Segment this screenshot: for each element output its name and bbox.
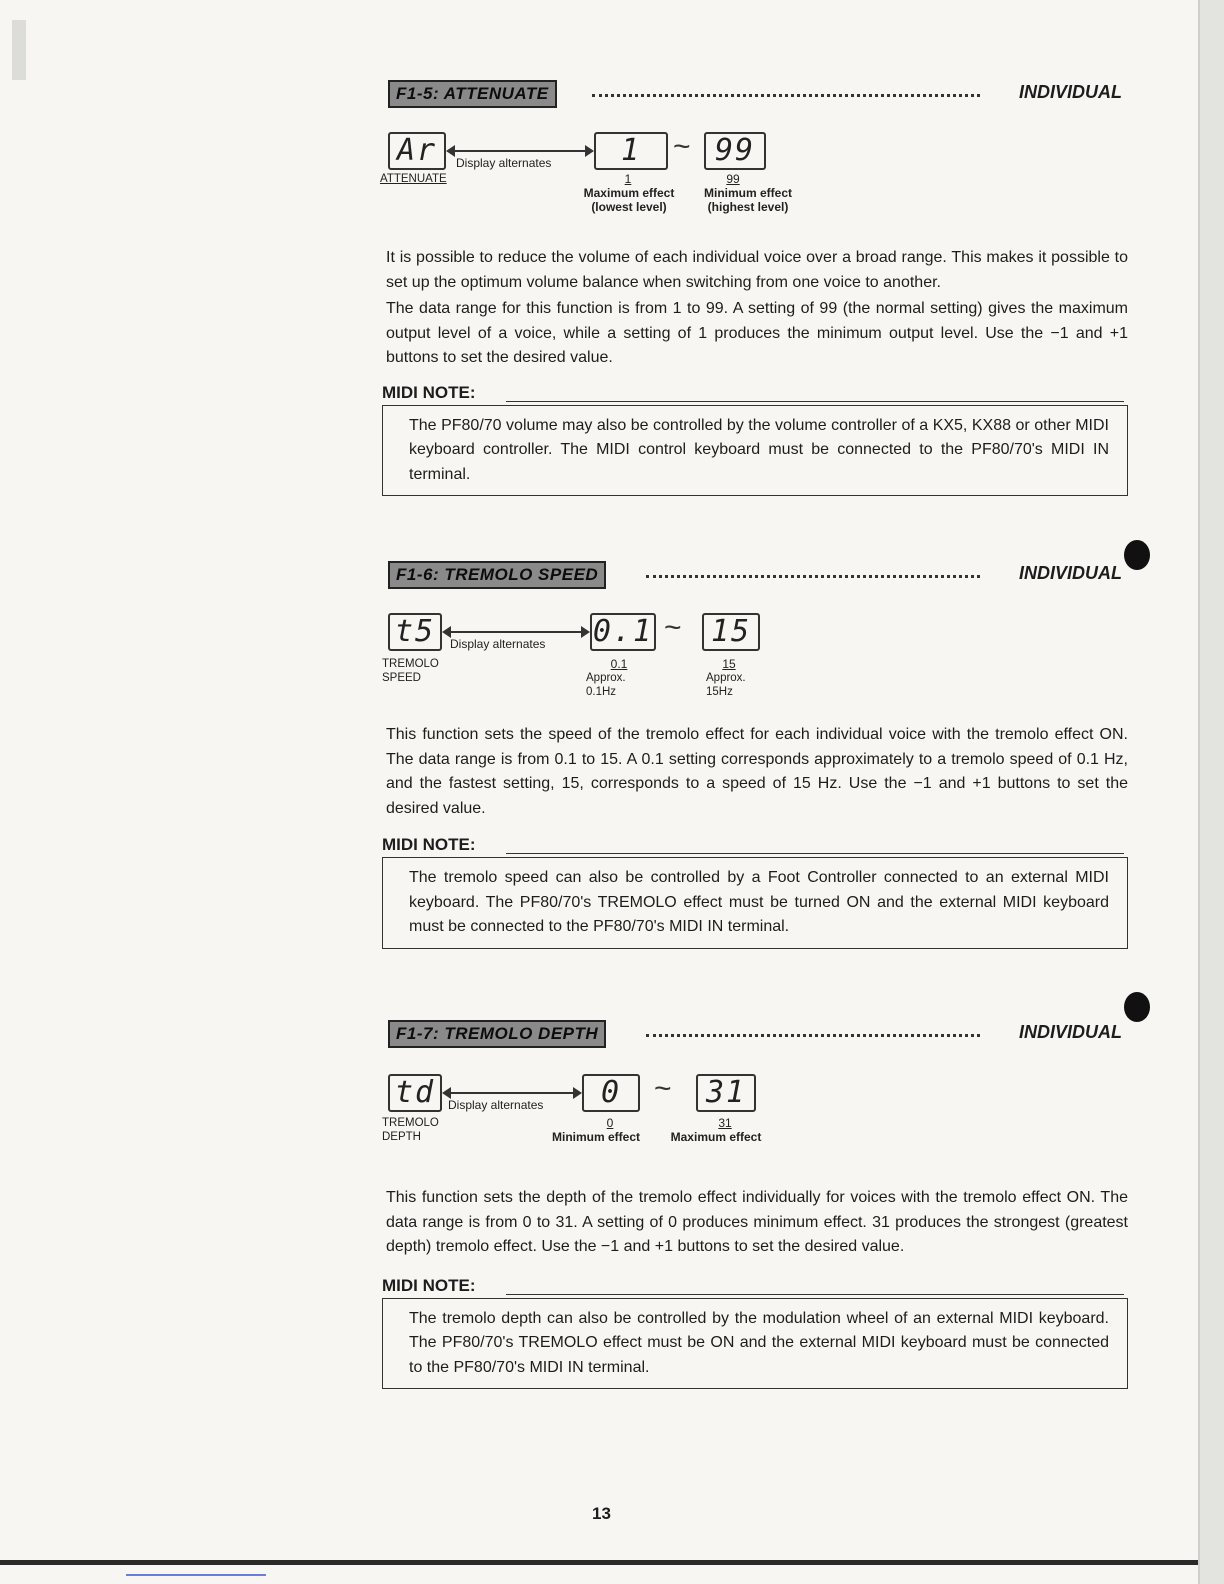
- lcd-max-value: 15: [702, 613, 760, 651]
- right-value-caption: 99: [726, 172, 740, 186]
- right-effect-caption: Minimum effect (highest level): [703, 186, 792, 214]
- range-tilde: ~: [673, 130, 691, 163]
- section-header: [382, 80, 1128, 106]
- section-header: [382, 561, 1128, 587]
- range-tilde: ~: [654, 1072, 672, 1105]
- page-number: 13: [592, 1504, 611, 1523]
- title-rule: [506, 401, 1124, 402]
- bottom-rule: [0, 1560, 1198, 1565]
- display-diagram: [382, 112, 1128, 216]
- section-tag: F1-7: TREMOLO DEPTH: [388, 1020, 606, 1048]
- section-tremolo-depth: [382, 1020, 1128, 1389]
- lcd-function-code: t5: [388, 613, 442, 651]
- lcd-function-code: td: [388, 1074, 442, 1112]
- right-effect-caption: Approx. 15Hz: [706, 672, 746, 698]
- leader-dots: [646, 567, 980, 578]
- section-tremolo-speed: [382, 561, 1128, 949]
- leader-dots: [592, 86, 980, 97]
- mid-value-caption: 1: [624, 172, 632, 186]
- body-paragraph: It is possible to reduce the volume of each individual voice over a broad range. This makes it possible to set up the optimum volume balance when switching from one voice to another.: [386, 249, 1128, 291]
- lcd-max-value: 31: [696, 1074, 756, 1112]
- section-attenuate: [382, 80, 1128, 496]
- right-effect-caption: Maximum effect: [670, 1130, 762, 1144]
- body-paragraph: This function sets the depth of the tremolo effect individually for voices with the tremolo effect ON. The data range is from 0 to 31. A setting of 0 produces minimum effect. 31 produces the strongest (greatest depth) tremolo effect. Use the −1 and +1 buttons to set the desired value.: [386, 1189, 1128, 1255]
- alternates-label: Display alternates: [450, 637, 546, 651]
- alternates-label: Display alternates: [448, 1098, 544, 1112]
- lcd-min-value: 1: [594, 132, 668, 170]
- function-caption: TREMOLO SPEED: [382, 658, 439, 684]
- midi-note-title: [382, 1276, 1128, 1298]
- page-edge: [1198, 0, 1224, 1584]
- mid-value-caption: 0.1: [610, 657, 628, 671]
- alternates-label: Display alternates: [456, 156, 552, 170]
- function-caption: TREMOLO DEPTH: [382, 1117, 439, 1143]
- leader-dots: [646, 1026, 980, 1037]
- punch-hole: [1124, 992, 1150, 1022]
- mid-value-caption: 0: [606, 1116, 614, 1130]
- section-scope: INDIVIDUAL: [1019, 82, 1122, 102]
- body-paragraph: This function sets the speed of the tremolo effect for each individual voice with the tremolo effect ON. The data range is from 0.1 to 15. A 0.1 setting corresponds approximately to a tremolo speed of 0.1 Hz, and the fastest setting, 15, corresponds to a speed of 15 Hz. Use the −1 and +1 buttons to set the desired value.: [386, 726, 1128, 817]
- midi-note-title: [382, 835, 1128, 857]
- section-tag: F1-5: ATTENUATE: [388, 80, 557, 108]
- display-diagram: [382, 1052, 1128, 1148]
- section-scope: INDIVIDUAL: [1019, 1022, 1122, 1042]
- midi-note-label: MIDI NOTE:: [382, 1275, 476, 1295]
- section-header: [382, 1020, 1128, 1046]
- lcd-max-value: 99: [704, 132, 766, 170]
- midi-note-box: The tremolo speed can also be controlled by a Foot Controller connected to an external MIDI keyboard. The PF80/70's TREMOLO effect must be turned ON and the external MIDI keyboard must be connected to the PF80/70's MIDI IN terminal.: [382, 857, 1128, 949]
- lcd-function-code: Ar: [388, 132, 446, 170]
- function-caption: ATTENUATE: [380, 173, 447, 185]
- display-diagram: [382, 593, 1128, 698]
- right-value-caption: 31: [718, 1116, 732, 1130]
- midi-note-label: MIDI NOTE:: [382, 382, 476, 402]
- mid-effect-caption: Minimum effect: [551, 1130, 640, 1144]
- midi-note-label: MIDI NOTE:: [382, 835, 476, 854]
- bottom-link-mark: [126, 1574, 266, 1576]
- body-paragraph: The data range for this function is from 1 to 99. A setting of 99 (the normal setting) gives the maximum output level of a voice, while a setting of 1 produces the minimum output level. Use the −1 and +1 buttons to set the desired value.: [386, 300, 1128, 366]
- alternates-arrow: [444, 631, 588, 633]
- binding-mark: [12, 20, 26, 80]
- section-tag: F1-6: TREMOLO SPEED: [388, 561, 606, 589]
- midi-note-title: [382, 383, 1128, 405]
- midi-note-box: The PF80/70 volume may also be controlled by the volume controller of a KX5, KX88 or other MIDI keyboard controller. The MIDI control keyboard must be connected to the PF80/70's MIDI IN terminal.: [382, 405, 1128, 497]
- lcd-min-value: 0: [582, 1074, 640, 1112]
- title-rule: [506, 1294, 1124, 1295]
- section-scope: INDIVIDUAL: [1019, 563, 1122, 583]
- lcd-min-value: 0.1: [590, 613, 656, 651]
- alternates-arrow: [448, 150, 592, 152]
- midi-note-box: The tremolo depth can also be controlled by the modulation wheel of an external MIDI keyboard. The PF80/70's TREMOLO effect must be ON and the external MIDI keyboard must be connected to the PF80/70's MIDI IN terminal.: [382, 1298, 1128, 1390]
- mid-effect-caption: Maximum effect (lowest level): [583, 186, 675, 214]
- right-value-caption: 15: [722, 657, 736, 671]
- title-rule: [506, 853, 1124, 854]
- range-tilde: ~: [664, 611, 682, 644]
- alternates-arrow: [444, 1092, 580, 1094]
- mid-effect-caption: Approx. 0.1Hz: [586, 672, 626, 698]
